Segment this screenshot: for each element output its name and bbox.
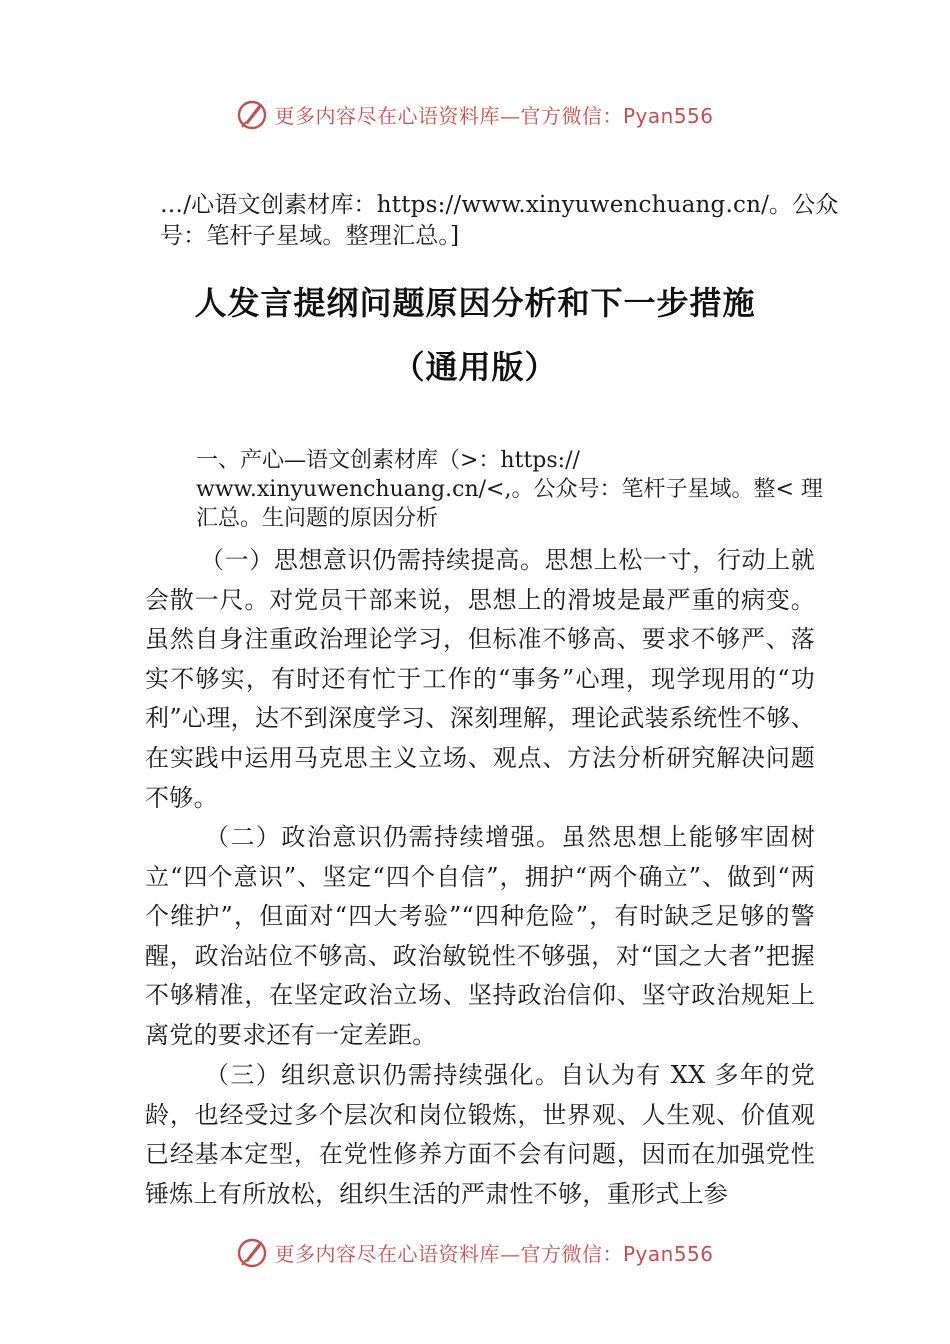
watermark-text	[274, 100, 713, 129]
watermark-banner-top	[0, 94, 950, 134]
watermark-slogan: 更多内容尽在心语资料库—官方微信：	[274, 103, 623, 128]
document-subtitle: （通用版）	[392, 348, 558, 386]
body-paragraph: （二）政治意识仍需持续增强。虽然思想上能够牢固树立“四个意识”、坚定“四个自信”，拥护“两个确立”、做到“两个维护”，但面对“四大考验”“四种危险”，有时缺乏足够的警醒，政治站位不够高、政治敏锐性不够强，对“国之大者”把握不够精准，在坚定政治立场、坚持政治信仰、坚守政治规矩上离党的要求还有一定差距。	[145, 823, 815, 1049]
watermark-slogan: 更多内容尽在心语资料库—官方微信：	[274, 1241, 623, 1266]
document-title: 人发言提纲问题原因分析和下一步措施	[194, 284, 756, 322]
watermark-wechat-id: Pyan556	[622, 103, 714, 128]
quill-pen-logo-icon	[236, 97, 270, 131]
header-note: …/心语文创素材库：https://www.xinyuwenchuang.cn/。公众号：笔杆子星域。整理汇总。]	[160, 192, 839, 249]
quill-pen-logo-icon	[236, 1235, 270, 1269]
watermark-wechat-id: Pyan556	[622, 1241, 714, 1266]
body-paragraph: （一）思想意识仍需持续提高。思想上松一寸，行动上就会散一尺。对党员干部来说，思想上的滑坡是最严重的病变。虽然自身注重政治理论学习，但标准不够高、要求不够严、落实不够实，有时还有忙于工作的“事务”心理，现学现用的“功利”心理，达不到深度学习、深刻理解，理论武装系统性不够、在实践中运用马克思主义立场、观点、方法分析研究解决问题不够。	[145, 546, 815, 812]
body-paragraph: （三）组织意识仍需持续强化。自认为有 XX 多年的党龄，也经受过多个层次和岗位锻炼，世界观、人生观、价值观已经基本定型，在党性修养方面不会有问题，因而在加强党性锤炼上有所放松，组织生活的严肃性不够，重形式上参	[145, 1061, 815, 1208]
watermark-banner-bottom	[0, 1232, 950, 1272]
section-heading: 一、产心—语文创素材库（>：https:// www.xinyuwenchuang.cn/<,。公众号：笔杆子星域。整< 理汇总。生问题的原因分析	[196, 448, 823, 531]
watermark-text	[274, 1238, 713, 1267]
